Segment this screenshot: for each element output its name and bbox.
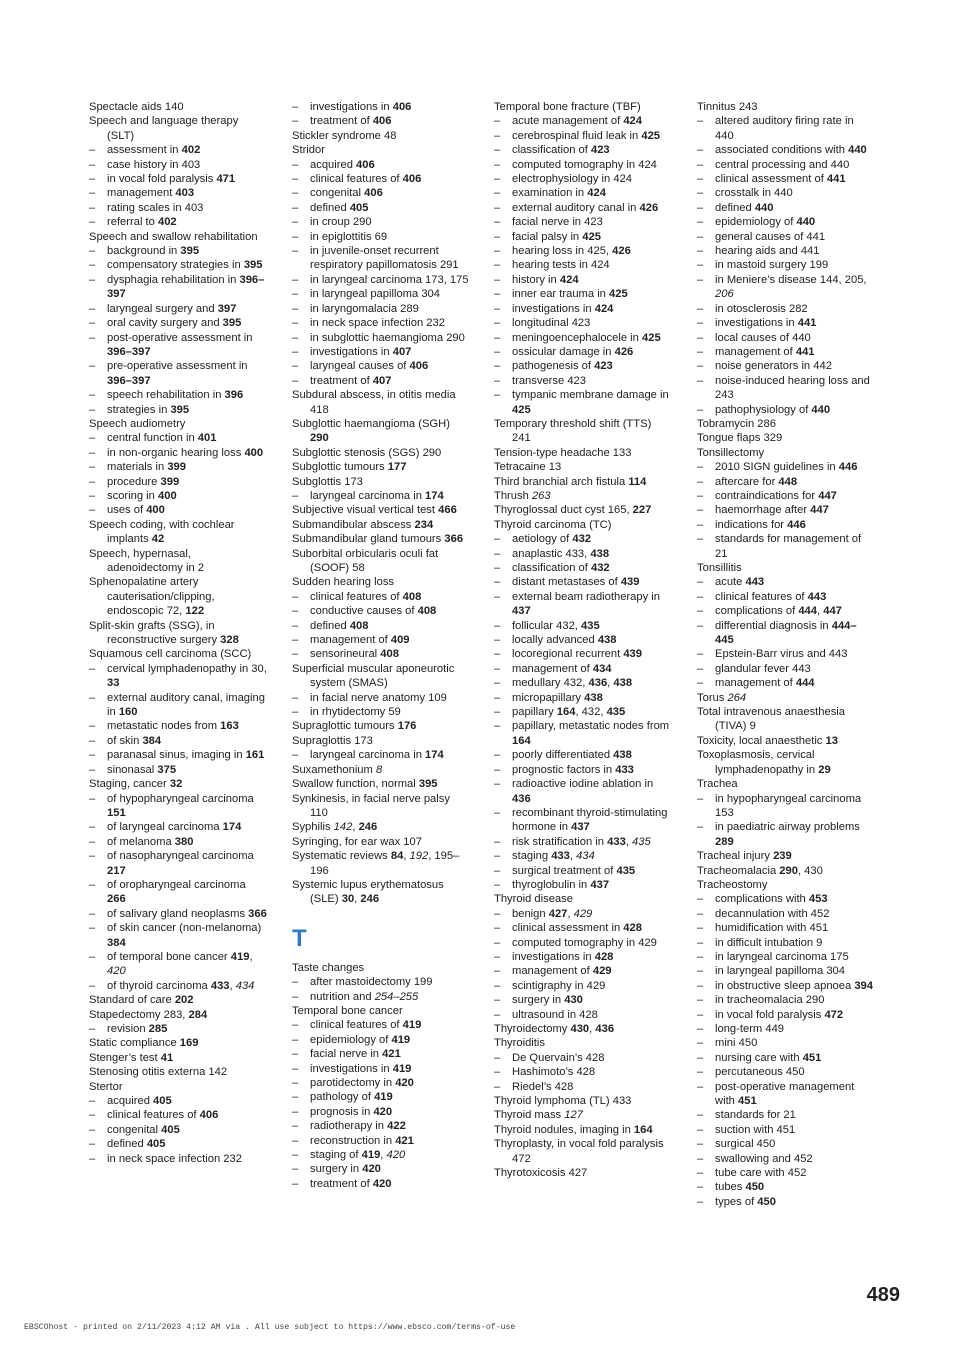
index-entry: Tetracaine 13	[494, 461, 562, 474]
index-subentry: – computed tomography in 424	[494, 158, 672, 172]
index-subentry: – aetiology of 432	[494, 532, 672, 546]
index-entry: Split-skin grafts (SSG), in reconstructive surgery 328	[89, 619, 239, 647]
index-entry: Speech and swallow rehabilitation	[89, 230, 258, 243]
index-subentry: – of laryngeal carcinoma 174	[89, 820, 267, 834]
index-column-4	[697, 100, 875, 1209]
index-subentry: – clinical features of 406	[292, 172, 470, 186]
index-subentry: – scintigraphy in 429	[494, 979, 672, 993]
index-entry: Speech audiometry	[89, 417, 186, 430]
index-subentry: – after mastoidectomy 199	[292, 975, 470, 989]
index-subentry: – treatment of 406	[292, 114, 470, 128]
index-subentry: – noise-induced hearing loss and 243	[697, 374, 875, 403]
index-entry: Thyroiditis	[494, 1037, 545, 1050]
index-subentry: – transverse 423	[494, 374, 672, 388]
index-subentry: – sensorineural 408	[292, 647, 470, 661]
index-subentry: – haemorrhage after 447	[697, 503, 875, 517]
index-entry: Thyroplasty, in vocal fold paralysis 472	[494, 1138, 664, 1165]
index-subentry: – in juvenile-onset recurrent respiratory papillomatosis 291	[292, 244, 470, 273]
index-subentry: – pathology of 419	[292, 1090, 470, 1104]
index-subentry: – crosstalk in 440	[697, 186, 875, 200]
index-subentry: – investigations in 407	[292, 345, 470, 359]
index-subentry: – acute 443	[697, 575, 875, 589]
index-entry: Tracheal injury 239	[697, 850, 792, 863]
index-subentry: – acquired 405	[89, 1094, 267, 1108]
index-entry: Third branchial arch fistula 114	[494, 475, 647, 488]
index-subentry: – general causes of 441	[697, 230, 875, 244]
index-subentry: – micropapillary 438	[494, 691, 672, 705]
index-entry: Thrush 263	[494, 489, 551, 502]
index-subentry: – defined 440	[697, 201, 875, 215]
index-subentry: – tubes 450	[697, 1180, 875, 1194]
index-subentry: – reconstruction in 421	[292, 1134, 470, 1148]
index-entry: Toxoplasmosis, cervical lymphadenopathy in 29	[697, 749, 831, 776]
index-entry: Speech and language therapy (SLT)	[89, 115, 239, 142]
index-subentry: – in laryngeal papilloma 304	[697, 964, 875, 978]
index-subentry: – facial nerve in 421	[292, 1047, 470, 1061]
index-entry: Thyroid nodules, imaging in 164	[494, 1123, 653, 1136]
index-entry: Stickler syndrome 48	[292, 129, 397, 142]
index-subentry: – investigations in 428	[494, 950, 672, 964]
index-subentry: – staging 433, 434	[494, 849, 672, 863]
index-entry: Superficial muscular aponeurotic system (SMAS)	[292, 662, 455, 690]
index-subentry: – Hashimoto’s 428	[494, 1065, 672, 1079]
index-subentry: – external beam radiotherapy in 437	[494, 590, 672, 619]
index-subentry: – background in 395	[89, 244, 267, 258]
index-subentry: – classification of 432	[494, 561, 672, 575]
index-subentry: – recombinant thyroid-stimulating hormone in 437	[494, 806, 672, 835]
index-subentry: – pathophysiology of 440	[697, 403, 875, 417]
index-subentry: – complications of 444, 447	[697, 604, 875, 618]
index-subentry: – laryngeal carcinoma in 174	[292, 489, 470, 503]
index-entry: Tonsillitis	[697, 562, 742, 574]
index-subentry: – associated conditions with 440	[697, 143, 875, 157]
index-subentry: – laryngeal causes of 406	[292, 359, 470, 373]
index-entry: Supraglottic tumours 176	[292, 720, 417, 733]
index-subentry: – in neck space infection 232	[89, 1152, 267, 1166]
index-subentry: – radiotherapy in 422	[292, 1119, 470, 1133]
index-entry: Systemic lupus erythematosus (SLE) 30, 246	[292, 878, 444, 906]
index-subentry: – indications for 446	[697, 518, 875, 532]
index-subentry: – treatment of 407	[292, 374, 470, 388]
index-subentry: – noise generators in 442	[697, 359, 875, 373]
index-subentry: – in vocal fold paralysis 471	[89, 172, 267, 186]
index-subentry: – in laryngeal carcinoma 173, 175	[292, 273, 470, 287]
index-subentry: – clinical assessment of 441	[697, 172, 875, 186]
index-subentry: – ossicular damage in 426	[494, 345, 672, 359]
index-subentry: – papillary 164, 432, 435	[494, 705, 672, 719]
index-subentry: – investigations in 441	[697, 316, 875, 330]
index-subentry: – referral to 402	[89, 215, 267, 229]
index-entry: Stenger’s test 41	[89, 1051, 174, 1064]
index-subentry: – in laryngeal papilloma 304	[292, 287, 470, 301]
index-subentry: – Riedel’s 428	[494, 1080, 672, 1094]
index-subentry: – oral cavity surgery and 395	[89, 316, 267, 330]
index-subentry: – surgical 450	[697, 1137, 875, 1151]
index-entry: Trachea	[697, 778, 738, 791]
index-subentry: – locoregional recurrent 439	[494, 647, 672, 661]
index-subentry: – acute management of 424	[494, 114, 672, 128]
index-entry: Subdural abscess, in otitis media 418	[292, 389, 456, 416]
index-entry: Tension-type headache 133	[494, 446, 632, 459]
index-subentry: – of temporal bone cancer 419, 420	[89, 950, 267, 979]
index-entry: Thyroid lymphoma (TL) 433	[494, 1095, 632, 1108]
index-subentry: – clinical features of 443	[697, 590, 875, 604]
index-entry: Squamous cell carcinoma (SCC)	[89, 648, 252, 661]
index-subentry: – swallowing and 452	[697, 1152, 875, 1166]
index-entry: Tracheomalacia 290, 430	[697, 864, 823, 877]
index-subentry: – of hypopharyngeal carcinoma 151	[89, 792, 267, 821]
index-entry: Stapedectomy 283, 284	[89, 1008, 208, 1021]
index-entry: Tracheostomy	[697, 878, 768, 891]
index-subentry: – facial palsy in 425	[494, 230, 672, 244]
index-subentry: – procedure 399	[89, 475, 267, 489]
index-subentry: – uses of 400	[89, 503, 267, 517]
index-entry: Stertor	[89, 1080, 123, 1093]
index-subentry: – laryngeal carcinoma in 174	[292, 748, 470, 762]
index-subentry: – dysphagia rehabilitation in 396–397	[89, 273, 267, 302]
index-subentry: – assessment in 402	[89, 143, 267, 157]
index-subentry: – of thyroid carcinoma 433, 434	[89, 979, 267, 993]
index-subentry: – speech rehabilitation in 396	[89, 388, 267, 402]
index-subentry: – facial nerve in 423	[494, 215, 672, 229]
index-entry: Total intravenous anaesthesia (TIVA) 9	[697, 706, 846, 733]
index-subentry: – in neck space infection 232	[292, 316, 470, 330]
index-subentry: – standards for management of 21	[697, 532, 875, 561]
index-subentry: – surgery in 420	[292, 1162, 470, 1176]
index-subentry: – cervical lymphadenopathy in 30, 33	[89, 662, 267, 691]
index-entry: Stridor	[292, 144, 325, 157]
page-number: 489	[866, 1284, 900, 1306]
index-subentry: – tube care with 452	[697, 1166, 875, 1180]
index-subentry: – in obstructive sleep apnoea 394	[697, 979, 875, 993]
index-subentry: – anaplastic 433, 438	[494, 547, 672, 561]
index-subentry: – examination in 424	[494, 186, 672, 200]
index-subentry: – clinical features of 419	[292, 1018, 470, 1032]
index-entry: Thyroidectomy 430, 436	[494, 1023, 615, 1035]
index-subentry: – hearing aids and 441	[697, 244, 875, 258]
index-subentry: – in hypopharyngeal carcinoma 153	[697, 792, 875, 821]
index-subentry: – inner ear trauma in 425	[494, 287, 672, 301]
index-subentry: – management of 434	[494, 662, 672, 676]
index-subentry: – poorly differentiated 438	[494, 748, 672, 762]
index-subentry: – nutrition and 254–255	[292, 990, 470, 1004]
index-subentry: – metastatic nodes from 163	[89, 719, 267, 733]
index-entry: Speech, hypernasal, adenoidectomy in 2	[89, 547, 205, 574]
index-subentry: – in paediatric airway problems 289	[697, 820, 875, 849]
index-subentry: – in epiglottitis 69	[292, 230, 470, 244]
index-entry: Tongue flaps 329	[697, 432, 783, 445]
index-subentry: – epidemiology of 440	[697, 215, 875, 229]
index-subentry: – compensatory strategies in 395	[89, 258, 267, 272]
index-entry: Submandibular abscess 234	[292, 518, 434, 531]
index-subentry: – tympanic membrane damage in 425	[494, 388, 672, 417]
index-entry: Syringing, for ear wax 107	[292, 835, 422, 848]
index-entry: Subglottis 173	[292, 475, 363, 488]
index-entry: Thyroid mass 127	[494, 1109, 583, 1122]
index-subentry: – types of 450	[697, 1195, 875, 1209]
index-subentry: – of skin cancer (non-melanoma) 384	[89, 921, 267, 950]
index-entry: Thyrotoxicosis 427	[494, 1167, 588, 1180]
index-entry: Spectacle aids 140	[89, 101, 184, 113]
index-subentry: – clinical features of 406	[89, 1108, 267, 1122]
index-subentry: – management 403	[89, 186, 267, 200]
index-subentry: – cerebrospinal fluid leak in 425	[494, 129, 672, 143]
index-subentry: – humidification with 451	[697, 921, 875, 935]
index-subentry: – in tracheomalacia 290	[697, 993, 875, 1007]
index-subentry: – epidemiology of 419	[292, 1033, 470, 1047]
index-subentry: – complications with 453	[697, 892, 875, 906]
index-subentry: – of melanoma 380	[89, 835, 267, 849]
index-entry: Sphenopalatine artery cauterisation/clipping, endoscopic 72, 122	[89, 576, 215, 618]
index-entry: Speech coding, with cochlear implants 42	[89, 518, 235, 546]
index-subentry: – management of 409	[292, 633, 470, 647]
index-entry: Stenosing otitis externa 142	[89, 1066, 228, 1079]
index-subentry: – management of 441	[697, 345, 875, 359]
index-subentry: – electrophysiology in 424	[494, 172, 672, 186]
index-subentry: – risk stratification in 433, 435	[494, 835, 672, 849]
index-entry: Submandibular gland tumours 366	[292, 533, 464, 546]
index-column-1	[89, 100, 267, 1166]
index-subentry: – management of 444	[697, 676, 875, 690]
index-entry: Tonsillectomy	[697, 446, 765, 459]
index-entry: Thyroid carcinoma (TC)	[494, 518, 612, 531]
index-subentry: – in difficult intubation 9	[697, 936, 875, 950]
index-subentry: – in rhytidectomy 59	[292, 705, 470, 719]
index-subentry: – strategies in 395	[89, 403, 267, 417]
index-subentry: – ultrasound in 428	[494, 1008, 672, 1022]
index-subentry: – revision 285	[89, 1022, 267, 1036]
index-subentry: – decannulation with 452	[697, 907, 875, 921]
index-subentry: – of skin 384	[89, 734, 267, 748]
index-subentry: – surgery in 430	[494, 993, 672, 1007]
index-subentry: – in non-organic hearing loss 400	[89, 446, 267, 460]
index-entry: Toxicity, local anaesthetic 13	[697, 734, 838, 747]
index-subentry: – rating scales in 403	[89, 201, 267, 215]
index-subentry: – central processing and 440	[697, 158, 875, 172]
index-column-3	[494, 100, 672, 1180]
index-subentry: – post-operative management with 451	[697, 1080, 875, 1109]
index-subentry: – central function in 401	[89, 431, 267, 445]
index-subentry: – meningoencephalocele in 425	[494, 331, 672, 345]
index-subentry: – contraindications for 447	[697, 489, 875, 503]
index-subentry: – local causes of 440	[697, 331, 875, 345]
index-entry: Systematic reviews 84, 192, 195–196	[292, 850, 460, 877]
index-subentry: – distant metastases of 439	[494, 575, 672, 589]
index-subentry: – scoring in 400	[89, 489, 267, 503]
index-entry: Subglottic tumours 177	[292, 461, 407, 474]
index-subentry: – in laryngeal carcinoma 175	[697, 950, 875, 964]
index-subentry: – hearing loss in 425, 426	[494, 244, 672, 258]
index-subentry: – hearing tests in 424	[494, 258, 672, 272]
index-subentry: – aftercare for 448	[697, 475, 875, 489]
index-subentry: – post-operative assessment in 396–397	[89, 331, 267, 360]
index-subentry: – in vocal fold paralysis 472	[697, 1008, 875, 1022]
index-subentry: – treatment of 420	[292, 1177, 470, 1191]
index-subentry: – glandular fever 443	[697, 662, 875, 676]
index-subentry: – in Meniere’s disease 144, 205, 206	[697, 273, 875, 302]
index-entry: Suxamethonium 8	[292, 763, 383, 776]
index-entry: Sudden hearing loss	[292, 576, 395, 589]
index-subentry: – case history in 403	[89, 158, 267, 172]
index-subentry: – in laryngomalacia 289	[292, 302, 470, 316]
index-subentry: – in croup 290	[292, 215, 470, 229]
index-subentry: – pathogenesis of 423	[494, 359, 672, 373]
index-entry: Temporal bone cancer	[292, 1004, 403, 1017]
index-entry: Suborbital orbicularis oculi fat (SOOF) 58	[292, 547, 439, 574]
index-subentry: – defined 408	[292, 619, 470, 633]
index-entry: Subglottic haemangioma (SGH) 290	[292, 417, 450, 445]
index-entry: Synkinesis, in facial nerve palsy 110	[292, 792, 450, 819]
index-entry: Swallow function, normal 395	[292, 778, 438, 791]
index-subentry: – parotidectomy in 420	[292, 1076, 470, 1090]
index-subentry: – long-term 449	[697, 1022, 875, 1036]
index-subentry: – in otosclerosis 282	[697, 302, 875, 316]
index-entry: Torus 264	[697, 691, 747, 704]
index-subentry: – prognostic factors in 433	[494, 763, 672, 777]
index-subentry: – acquired 406	[292, 158, 470, 172]
index-subentry: – papillary, metastatic nodes from 164	[494, 719, 672, 748]
index-subentry: – staging of 419, 420	[292, 1148, 470, 1162]
index-subentry: – clinical assessment in 428	[494, 921, 672, 935]
index-subentry: – in subglottic haemangioma 290	[292, 331, 470, 345]
index-entry: Thyroglossal duct cyst 165, 227	[494, 504, 652, 517]
index-subentry: – mini 450	[697, 1036, 875, 1050]
section-letter: T	[292, 924, 307, 952]
index-subentry: – surgical treatment of 435	[494, 864, 672, 878]
index-subentry: – benign 427, 429	[494, 907, 672, 921]
index-entry: Taste changes	[292, 961, 365, 974]
index-subentry: – investigations in 424	[494, 302, 672, 316]
index-subentry: – investigations in 419	[292, 1062, 470, 1076]
index-subentry: – laryngeal surgery and 397	[89, 302, 267, 316]
index-subentry: – 2010 SIGN guidelines in 446	[697, 460, 875, 474]
index-subentry: – management of 429	[494, 964, 672, 978]
index-entry: Static compliance 169	[89, 1037, 199, 1050]
index-subentry: – computed tomography in 429	[494, 936, 672, 950]
index-subentry: – follicular 432, 435	[494, 619, 672, 633]
index-column-2	[292, 100, 470, 1191]
index-subentry: – materials in 399	[89, 460, 267, 474]
index-subentry: – congenital 406	[292, 186, 470, 200]
index-subentry: – differential diagnosis in 444–445	[697, 619, 875, 648]
index-entry: Tinnitus 243	[697, 101, 758, 113]
index-subentry: – Epstein-Barr virus and 443	[697, 647, 875, 661]
index-entry: Standard of care 202	[89, 994, 194, 1007]
index-subentry: – nursing care with 451	[697, 1051, 875, 1065]
index-subentry: – of nasopharyngeal carcinoma 217	[89, 849, 267, 878]
index-subentry: – clinical features of 408	[292, 590, 470, 604]
index-subentry: – external auditory canal in 426	[494, 201, 672, 215]
index-subentry: – sinonasal 375	[89, 763, 267, 777]
footer-notice: EBSCOhost - printed on 2/11/2023 4:12 AM via . All use subject to https://www.ebsco.com/terms-of-use	[24, 1323, 516, 1332]
index-subentry: – longitudinal 423	[494, 316, 672, 330]
index-subentry: – of salivary gland neoplasms 366	[89, 907, 267, 921]
index-subentry: – history in 424	[494, 273, 672, 287]
index-subentry: – in mastoid surgery 199	[697, 258, 875, 272]
index-subentry: – radioactive iodine ablation in 436	[494, 777, 672, 806]
index-subentry: – standards for 21	[697, 1108, 875, 1122]
index-entry: Temporary threshold shift (TTS) 241	[494, 417, 652, 445]
index-subentry: – percutaneous 450	[697, 1065, 875, 1079]
index-subentry: – prognosis in 420	[292, 1105, 470, 1119]
index-entry: Subjective visual vertical test 466	[292, 504, 457, 517]
index-subentry: – defined 405	[292, 201, 470, 215]
index-entry: Thyroid disease	[494, 893, 573, 906]
index-subentry: – classification of 423	[494, 143, 672, 157]
index-subentry: – of oropharyngeal carcinoma 266	[89, 878, 267, 907]
index-subentry: – suction with 451	[697, 1123, 875, 1137]
index-subentry: – De Quervain’s 428	[494, 1051, 672, 1065]
index-subentry: – defined 405	[89, 1137, 267, 1151]
index-subentry: – conductive causes of 408	[292, 604, 470, 618]
index-entry: Tobramycin 286	[697, 417, 776, 430]
index-subentry: – medullary 432, 436, 438	[494, 676, 672, 690]
index-subentry: – locally advanced 438	[494, 633, 672, 647]
index-subentry: – pre-operative assessment in 396–397	[89, 359, 267, 388]
index-entry: Subglottic stenosis (SGS) 290	[292, 446, 442, 459]
index-subentry: – investigations in 406	[292, 100, 470, 114]
index-subentry: – congenital 405	[89, 1123, 267, 1137]
index-subentry: – paranasal sinus, imaging in 161	[89, 748, 267, 762]
index-entry: Syphilis 142, 246	[292, 821, 378, 834]
index-subentry: – in facial nerve anatomy 109	[292, 691, 470, 705]
index-entry: Staging, cancer 32	[89, 778, 183, 791]
index-entry: Supraglottis 173	[292, 734, 373, 747]
index-subentry: – thyroglobulin in 437	[494, 878, 672, 892]
index-subentry: – altered auditory firing rate in 440	[697, 114, 875, 143]
index-subentry: – external auditory canal, imaging in 160	[89, 691, 267, 720]
index-entry: Temporal bone fracture (TBF)	[494, 101, 641, 113]
